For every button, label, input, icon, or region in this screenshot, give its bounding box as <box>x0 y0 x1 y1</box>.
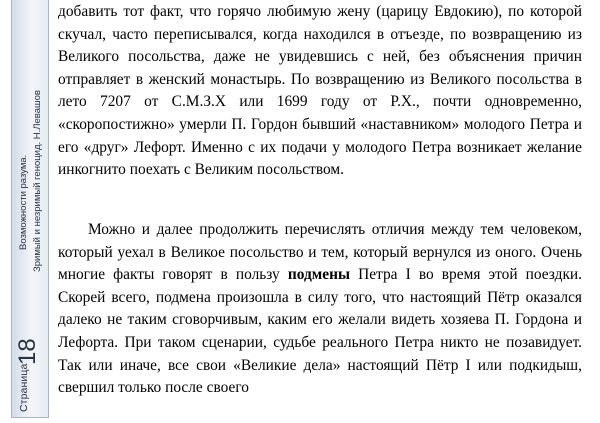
book-subtitle: Зримый и незримый геноцид. Н.Левашов <box>32 90 43 272</box>
sidebar-inner <box>12 0 50 418</box>
page-sidebar <box>11 0 49 418</box>
paragraph-2-text-start: Можно и далее продолжить перечислять отличия между тем человеком, который уехал в Великое посольство и тем, который вернулся из оного. Очень многие факты говорят в пользу <box>58 221 582 284</box>
paragraph-1: добавить тот факт, что горячо любимую жену (царицу Евдокию), по которой скучал, часто переписывался, когда находился в отъезде, по возвращению из Великого посольства, даже не увидевшись с ней, без объяснения причин отправляет в женский монастырь. По возвращению из Великого посольства в лето 7207 от С.М.З.Х или 1699 году от Р.Х., почти одновременно, «скоропостижно» умерли П. Гордон бывший «наставником» молодого Петра и его «друг» Лефорт. Именно с их подачи у молодого Петра возникает желание инкогнито поехать с Великим посольством. <box>58 3 582 179</box>
paragraph-2-bold-word: подмены <box>287 266 350 284</box>
page-body <box>58 0 582 423</box>
book-title: Возможности разума. <box>18 154 29 250</box>
page-label: Страница <box>18 363 30 412</box>
paragraph-2 <box>58 219 582 400</box>
paragraph-2-text-end: Петра I во время этой поездки. Скорей всего, подмена произошла в силу того, что настоящий Пётр оказался далеко не таким сговорчивым, каким его желали видеть хозяева П. Гордона и Лефорта. При таком сценарии, судьбе реального Петра никто не позавидует. Так или иначе, все свои «Великие дела» настоящий Пётр I или подкидыш, свершил только после своего <box>58 266 582 397</box>
page-number: 18 <box>14 338 41 365</box>
